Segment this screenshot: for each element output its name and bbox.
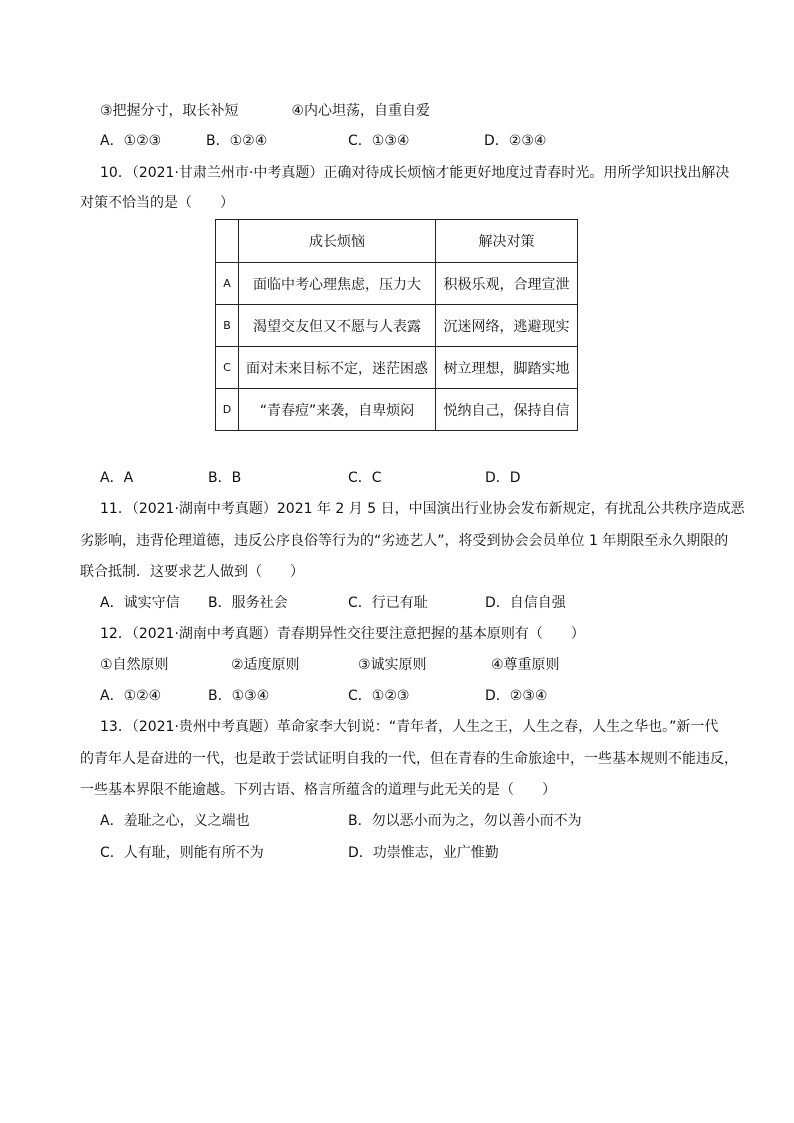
q12-options xyxy=(100,686,547,706)
table-cell: B xyxy=(216,305,239,347)
table-cell: A xyxy=(216,263,239,305)
q13-option-a[interactable]: A．羞耻之心，义之端也 xyxy=(100,813,250,829)
q11-options xyxy=(100,593,566,613)
q12-statement-1: ①自然原则 xyxy=(100,657,169,673)
q13-option-b[interactable]: B．勿以恶小而为之，勿以善小而不为 xyxy=(348,813,582,829)
table-header-cell: 成长烦恼 xyxy=(239,220,436,263)
q12-option-c[interactable]: C．①②③ xyxy=(348,688,410,704)
q10-option-a[interactable]: A．A xyxy=(100,470,134,486)
q13-option-c[interactable]: C．人有耻，则能有所不为 xyxy=(100,845,264,861)
q10-option-c[interactable]: C．C xyxy=(348,470,382,486)
q11-option-d[interactable]: D．自信自强 xyxy=(485,595,566,611)
q10-stem-line2: 对策不恰当的是（ ） xyxy=(80,195,234,211)
q10-options xyxy=(100,468,521,488)
q12-statement-2: ②适度原则 xyxy=(231,657,300,673)
q9-options xyxy=(100,131,546,151)
q9-option-a[interactable]: A．①②③ xyxy=(100,133,162,149)
q12-statements xyxy=(100,655,560,675)
q12-statement-4: ④尊重原则 xyxy=(491,657,560,673)
table-header-row xyxy=(216,220,578,263)
table-cell: 积极乐观，合理宣泄 xyxy=(436,263,578,305)
q12-stem-line1: 12．（2021·湖南中考真题）青春期异性交往要注意把握的基本原则有（ ） xyxy=(100,626,585,642)
q9-statements-line xyxy=(100,101,430,121)
table-cell: D xyxy=(216,389,239,431)
table-cell: 面对未来目标不定，迷茫困惑 xyxy=(239,347,436,389)
q11-stem-line2: 劣影响，违背伦理道德，违反公序良俗等行为的“劣迹艺人”，将受到协会会员单位 1 年期限至永久期限的 xyxy=(80,533,729,549)
q11-option-c[interactable]: C．行已有耻 xyxy=(348,595,428,611)
table-cell: 面临中考心理焦虑，压力大 xyxy=(239,263,436,305)
q9-statement-4: ④内心坦荡，自重自爱 xyxy=(291,103,431,119)
table-row xyxy=(216,347,578,389)
table-cell: 树立理想，脚踏实地 xyxy=(436,347,578,389)
table-cell: C xyxy=(216,347,239,389)
q11-stem-line1: 11．（2021·湖南中考真题）2021 年 2 月 5 日，中国演出行业协会发布新规定，有扰乱公共秩序造成恶 xyxy=(100,501,745,517)
table-header-cell: 解决对策 xyxy=(436,220,578,263)
q11-stem-line3: 联合抵制．这要求艺人做到（ ） xyxy=(80,564,304,580)
q13-options-row1 xyxy=(100,811,582,831)
q10-stem-line1: 10．（2021·甘肃兰州市·中考真题）正确对待成长烦恼才能更好地度过青春时光。用所学知识找出解决 xyxy=(100,165,730,181)
q12-option-b[interactable]: B．①③④ xyxy=(208,688,270,704)
q12-option-a[interactable]: A．①②④ xyxy=(100,688,162,704)
q11-option-b[interactable]: B．服务社会 xyxy=(208,595,288,611)
q9-option-d[interactable]: D．②③④ xyxy=(484,133,547,149)
q11-option-a[interactable]: A．诚实守信 xyxy=(100,595,180,611)
q12-option-d[interactable]: D．②③④ xyxy=(485,688,548,704)
table-cell: 渴望交友但又不愿与人表露 xyxy=(239,305,436,347)
q13-option-d[interactable]: D．功崇惟志，业广惟勤 xyxy=(348,845,499,861)
q9-option-c[interactable]: C．①③④ xyxy=(348,133,410,149)
table-row xyxy=(216,305,578,347)
q10-option-d[interactable]: D．D xyxy=(485,470,521,486)
table-row xyxy=(216,263,578,305)
table-cell: 沉迷网络，逃避现实 xyxy=(436,305,578,347)
q13-stem-line3: 一些基本界限不能逾越。下列古语、格言所蕴含的道理与此无关的是（ ） xyxy=(80,782,556,798)
q13-stem-line2: 的青年人是奋进的一代，也是敢于尝试证明自我的一代，但在青春的生命旅途中，一些基本规则不能违反， xyxy=(80,751,738,767)
q13-stem-line1: 13．（2021·贵州中考真题）革命家李大钊说：“青年者，人生之王，人生之春，人生之华也。”新一代 xyxy=(100,719,719,735)
q13-options-row2 xyxy=(100,843,499,863)
table-cell: “青春痘”来袭，自卑烦闷 xyxy=(239,389,436,431)
table-row xyxy=(216,389,578,431)
q9-statement-3: ③把握分寸，取长补短 xyxy=(100,103,239,119)
q10-option-b[interactable]: B．B xyxy=(208,470,242,486)
q12-statement-3: ③诚实原则 xyxy=(358,657,427,673)
q9-option-b[interactable]: B．①②④ xyxy=(206,133,268,149)
table-header-cell xyxy=(216,220,239,263)
table-cell: 悦纳自己，保持自信 xyxy=(436,389,578,431)
q10-table xyxy=(215,219,578,431)
